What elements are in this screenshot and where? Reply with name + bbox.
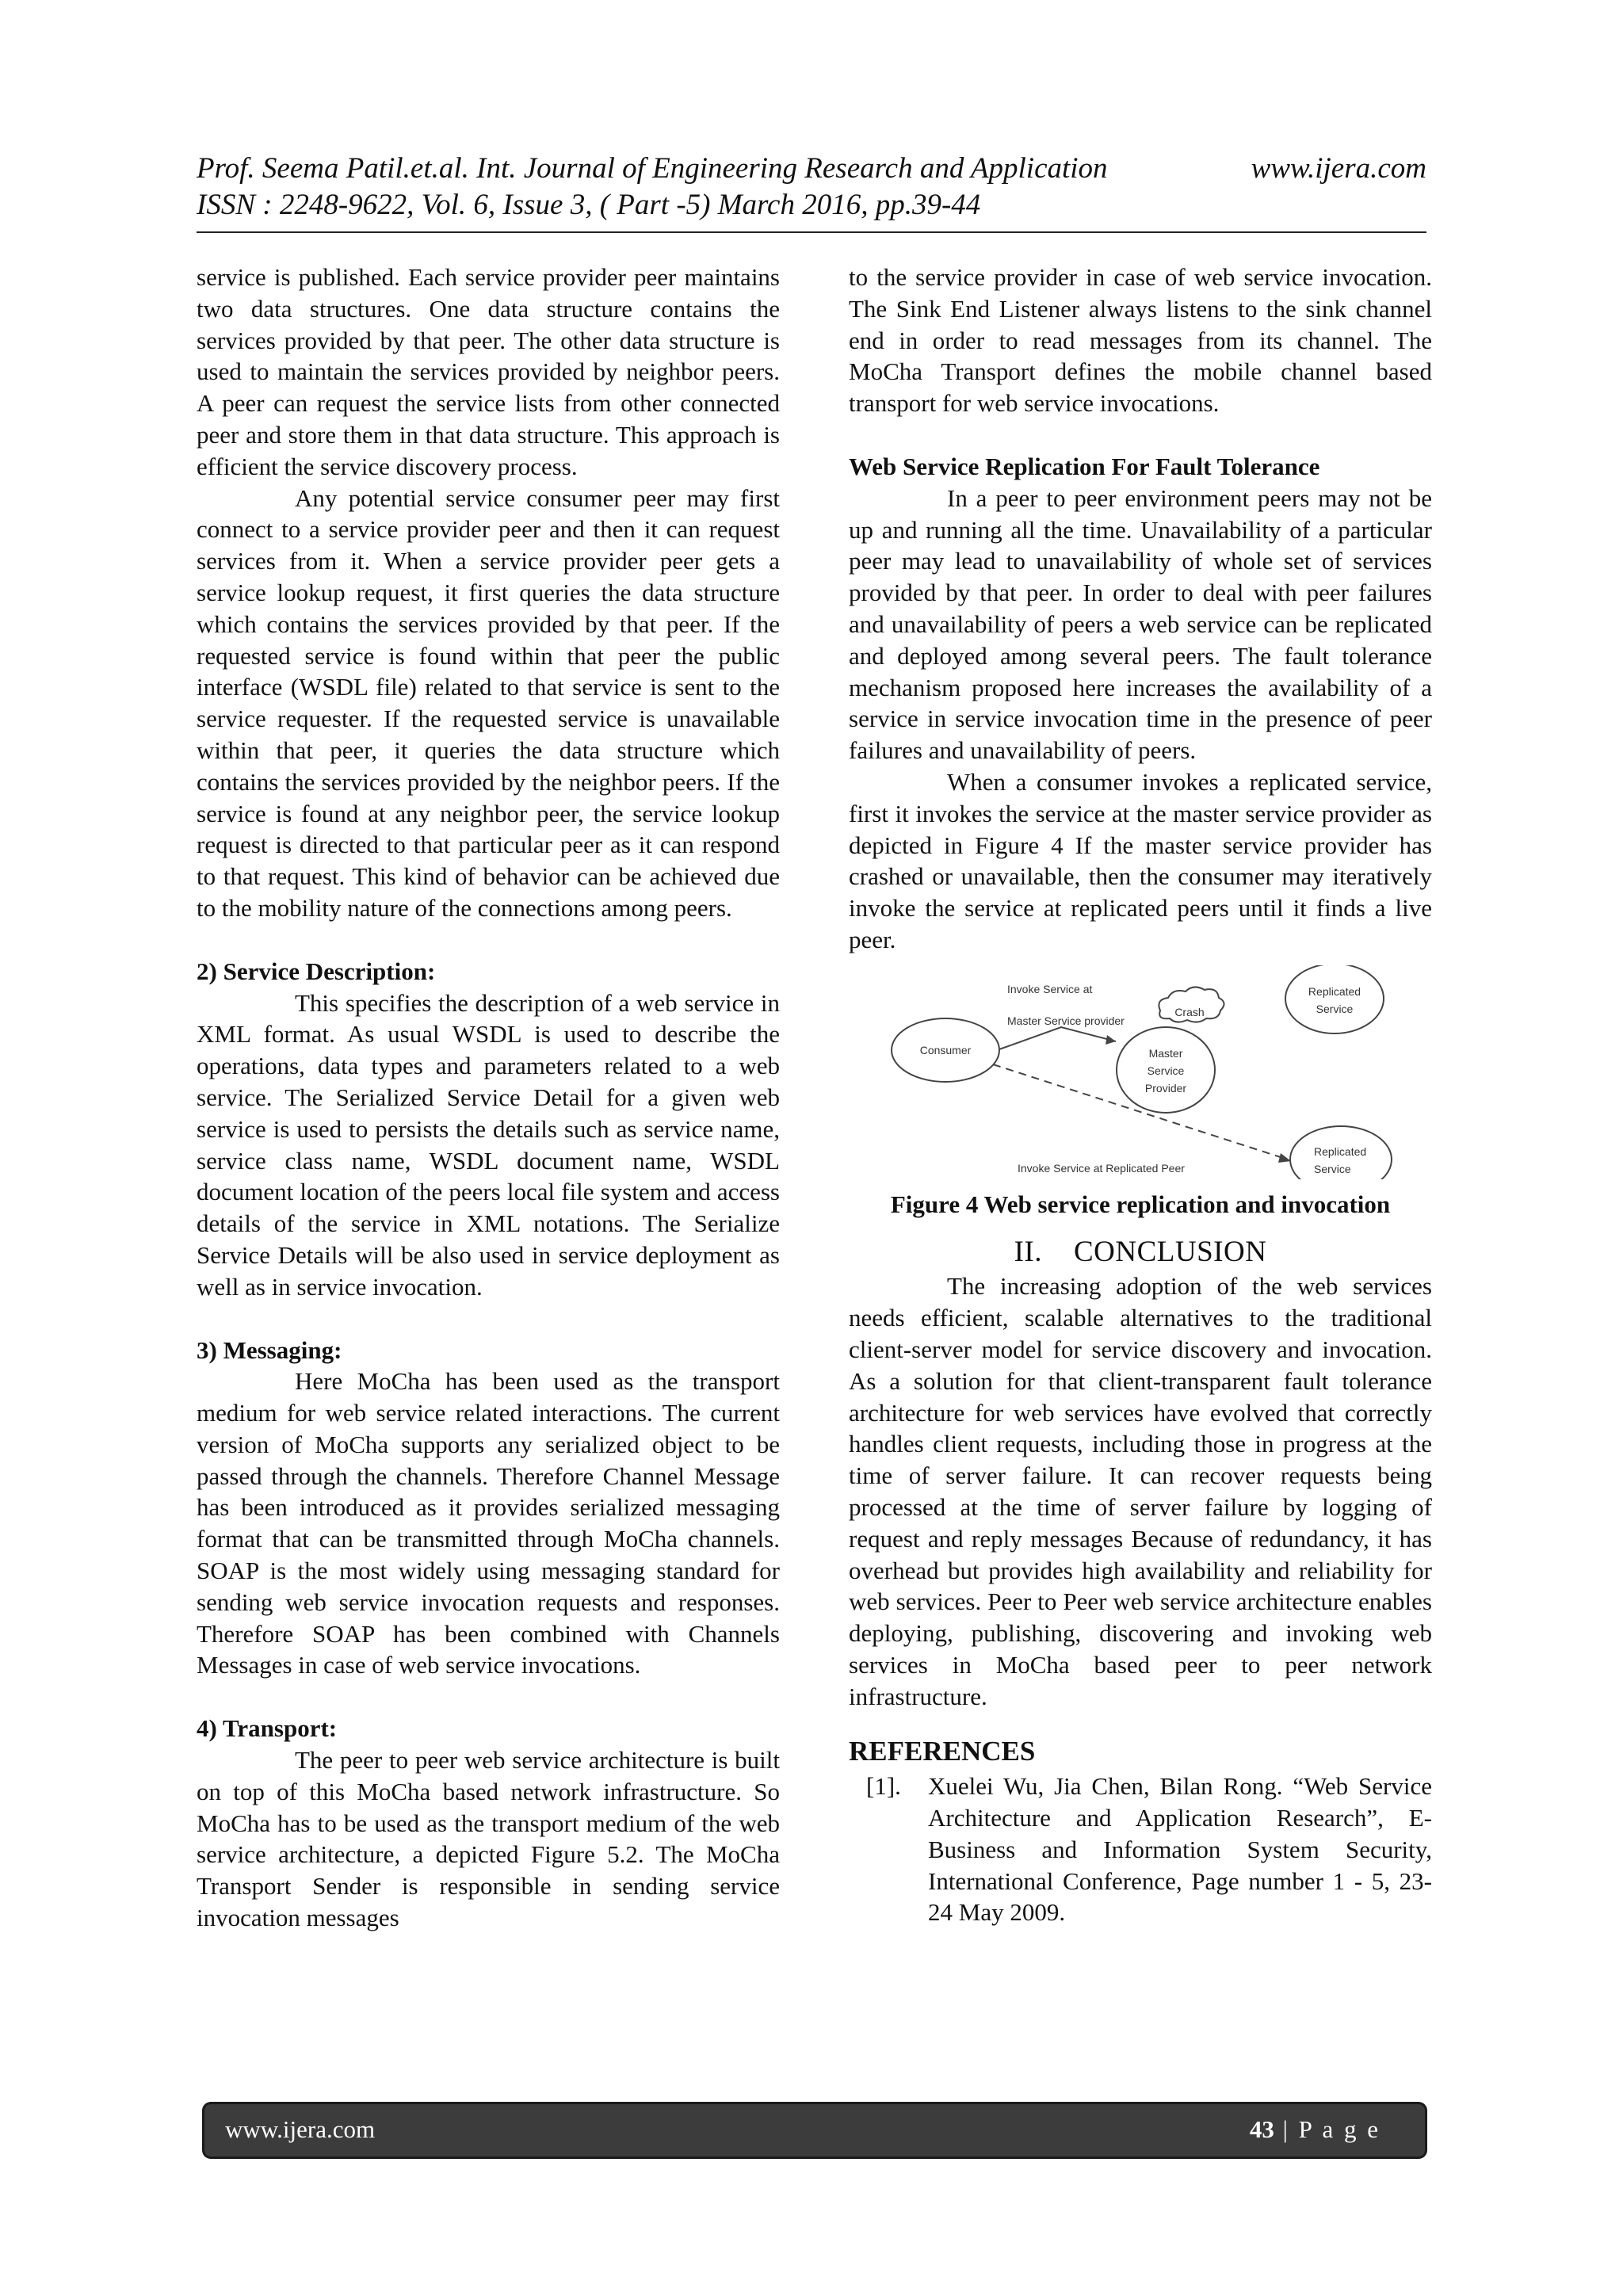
crash-label: Crash	[1174, 1005, 1205, 1018]
issn-line: ISSN : 2248-9622, Vol. 6, Issue 3, ( Part -5) March 2016, pp.39-44	[197, 189, 981, 221]
page-label: | P a g e	[1274, 2115, 1381, 2143]
left-column	[197, 262, 780, 1934]
subsection-heading: 2) Service Description:	[197, 957, 436, 985]
reference-item	[849, 1771, 1432, 1928]
header-divider	[197, 231, 1426, 233]
paragraph: Here MoCha has been used as the transport medium for web service related interactions. The current version of MoCha supports any serialized object to be passed through the channels. Therefore Channel Message has been introduced as it provides serialized messaging format that can be transmitted through MoCha channels. SOAP is the most widely using messaging standard for sending web service invocation requests and responses. Therefore SOAP has been combined with Channels Messages in case of web service invocations.	[197, 1367, 780, 1679]
label-invoke-replicated: Invoke Service at Replicated Peer	[1018, 1161, 1185, 1175]
label-invoke-master: Invoke Service at	[1007, 982, 1093, 995]
running-header	[197, 151, 1426, 223]
journal-website: www.ijera.com	[1251, 152, 1426, 185]
invoke-master-arrow	[999, 1027, 1116, 1049]
subsection-heading: Web Service Replication For Fault Tolerance	[849, 452, 1320, 480]
page-number: 43	[1249, 2115, 1274, 2143]
paragraph: In a peer to peer environment peers may not be up and running all the time. Unavailability of a particular peer may lead to unavailability of whole set of services provided by that peer. In order to deal with peer failures and unavailability of peers a web service can be replicated and deployed among several peers. The fault tolerance mechanism proposed here increases the availability of a service in service invocation time in the presence of peer failures and unavailability of peers.	[849, 483, 1432, 765]
references-heading: REFERENCES	[849, 1736, 1036, 1767]
footer-website: www.ijera.com	[225, 2115, 376, 2143]
footer-page	[1250, 2115, 1381, 2144]
paragraph: service is published. Each service provider peer maintains two data structures. One data structure contains the services provided by that peer. The other data structure is used to maintain the services provided by neighbor peers. A peer can request the service lists from other connected peer and store them in that data structure. This approach is efficient the service discovery process.	[197, 263, 780, 480]
node-label: Replicated	[1308, 984, 1361, 998]
node-label: Service	[1316, 1002, 1354, 1015]
node-label: Replicated	[1314, 1144, 1367, 1158]
arrowhead	[1106, 1035, 1116, 1045]
paragraph: This specifies the description of a web service in XML format. As usual WSDL is used to describe the operations, data types and parameters related to a web service. The Serialized Service Detail for a given web service is used to persists the details such as service name, service class name, WSDL document name, WSDL document location of the peers local file system and access details of the service in XML notations. The Serialize Service Details will be also used in service deployment as well as in service invocation.	[197, 988, 780, 1301]
figure-caption: Figure 4 Web service replication and invocation	[890, 1190, 1391, 1218]
section-number: II.	[1014, 1235, 1042, 1268]
node-label: Service	[1314, 1162, 1351, 1175]
node-label: Service	[1147, 1064, 1185, 1077]
paragraph: The increasing adoption of the web services needs efficient, scalable alternatives to the traditional client-server model for service discovery and invocation. As a solution for that client-transparent fault tolerance architecture for web services have evolved that correctly handles client requests, including those in progress at the time of server failure. It can recover requests being processed at the time of server failure by logging of request and reply messages Because of redundancy, it has overhead but provides high availability and reliability for web services. Peer to Peer web service architecture enables deploying, publishing, discovering and invoking web services in MoCha based peer to peer network infrastructure.	[849, 1272, 1432, 1710]
page-footer	[204, 2104, 1425, 2157]
section-title: CONCLUSION	[1073, 1235, 1267, 1268]
paragraph: to the service provider in case of web service invocation. The Sink End Listener always listens to the sink channel end in order to read messages from its channel. The MoCha Transport defines the mobile channel based transport for web service invocations.	[849, 263, 1432, 418]
label-invoke-master: Master Service provider	[1007, 1014, 1125, 1027]
right-column	[849, 262, 1432, 1928]
replicated-service-node	[1285, 965, 1384, 1033]
paragraph: When a consumer invokes a replicated service, first it invokes the service at the master service provider as depicted in Figure 4 If the master service provider has crashed or unavailable, then the consumer may iteratively invoke the service at replicated peers until it finds a live peer.	[849, 767, 1432, 953]
journal-citation: Prof. Seema Patil.et.al. Int. Journal of Engineering Research and Application	[197, 152, 1108, 185]
figure-4-diagram	[849, 965, 1432, 1179]
node-label: Consumer	[919, 1043, 972, 1056]
subsection-heading: 3) Messaging:	[197, 1335, 342, 1364]
node-label: Provider	[1144, 1081, 1187, 1095]
reference-text: Xuelei Wu, Jia Chen, Bilan Rong. “Web Service Architecture and Application Research”, E-Business and Information System Security, International Conference, Page number 1 - 5, 23-24 May 2009.	[928, 1772, 1432, 1927]
paragraph: Any potential service consumer peer may first connect to a service provider peer and then it can request services from it. When a service provider peer gets a service lookup request, it first queries the data structure which contains the services provided by that peer. If the requested service is found within that peer the public interface (WSDL file) related to that service is sent to the service requester. If the requested service is unavailable within that peer, it queries the data structure which contains the services provided by the neighbor peers. If the service is found at any neighbor peer, the service lookup request is directed to that particular peer as it can respond to that request. This kind of behavior can be achieved due to the mobility nature of the connections among peers.	[197, 483, 780, 922]
section-heading	[849, 1236, 1432, 1268]
arrowhead	[1278, 1153, 1291, 1163]
paragraph: The peer to peer web service architecture is built on top of this MoCha based network infrastructure. So MoCha has to be used as the transport medium of the web service architecture, a depicted Figure 5.2. The MoCha Transport Sender is responsible in sending service invocation messages	[197, 1746, 780, 1932]
node-label: Master	[1148, 1046, 1183, 1060]
reference-number: [1].	[866, 1772, 901, 1801]
subsection-heading: 4) Transport:	[197, 1714, 338, 1743]
